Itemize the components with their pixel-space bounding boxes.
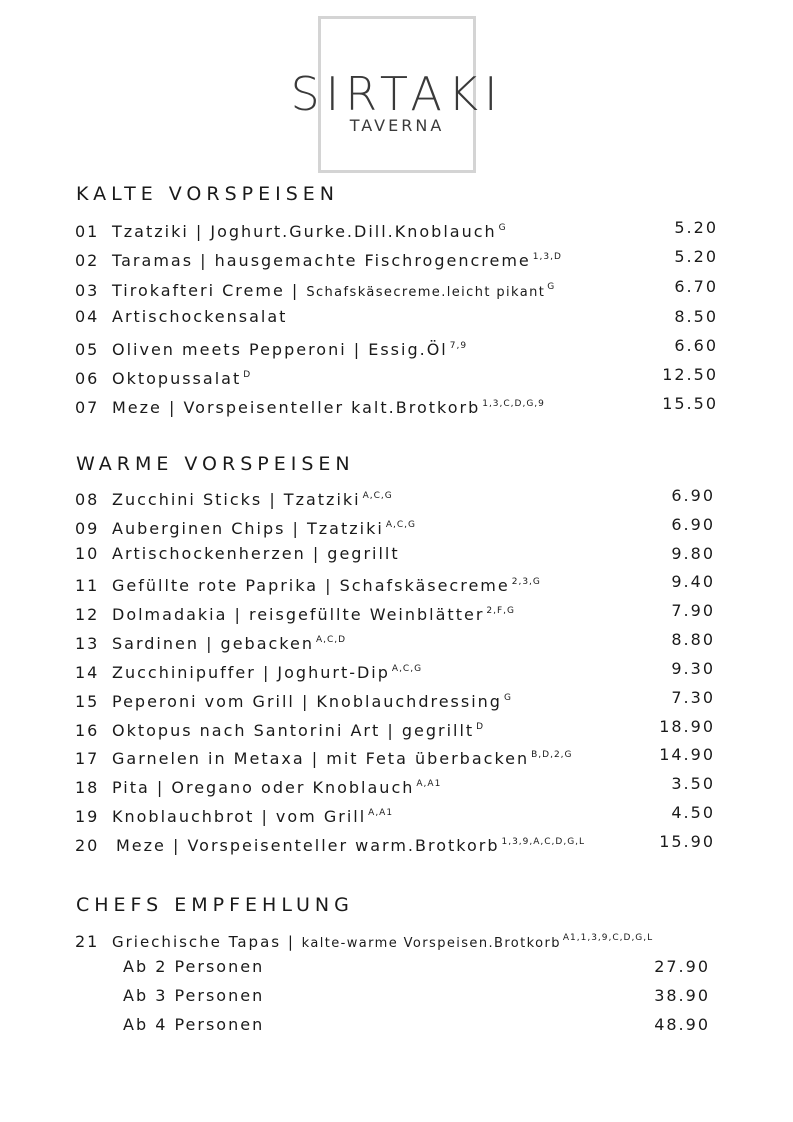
item-number: 06 [75,369,100,388]
item-price: 5.20 [674,247,718,266]
item-name: Sardinen | gebacken [112,634,314,653]
item-number: 08 [75,490,100,509]
item-price: 15.90 [659,832,715,851]
menu-item [75,744,715,766]
item-allergens: D [243,370,252,380]
item-number: 07 [75,398,100,417]
option-label: Ab 2 Personen [123,957,265,976]
item-number: 14 [75,663,100,682]
option-label: Ab 3 Personen [123,986,265,1005]
item-name: Artischockensalat [112,307,288,326]
item-price: 7.30 [671,688,715,707]
item-allergens: A,C,G [391,664,423,674]
item-allergens: A,C,D [315,635,347,645]
menu-item [75,514,715,536]
item-allergens: G [498,223,507,233]
item-description: kalte-warme Vorspeisen.Brotkorb [301,936,561,951]
item-number: 16 [75,721,100,740]
item-price: 6.60 [674,336,718,355]
item-allergens: D [476,722,485,732]
item-name: Oktopus nach Santorini Art | gegrillt [112,721,475,740]
item-name: Oktopussalat [112,369,242,388]
logo-subtitle: TAVERNA [349,116,445,135]
menu-item [75,927,715,949]
item-price: 7.90 [671,601,715,620]
option-price: 38.90 [654,986,710,1005]
menu-item [75,802,715,824]
menu-item [75,335,718,357]
item-price: 14.90 [659,745,715,764]
price-option [123,985,710,1007]
item-number: 19 [75,807,100,826]
item-price: 5.20 [674,218,718,237]
item-allergens: B,D,2,G [531,750,573,760]
item-name: Artischockenherzen | gegrillt [112,544,400,563]
menu-item [75,600,715,622]
option-price: 27.90 [654,957,710,976]
item-number: 01 [75,222,100,241]
menu-item [75,393,718,415]
item-price: 8.50 [674,307,718,326]
item-price: 15.50 [662,394,718,413]
option-label: Ab 4 Personen [123,1015,265,1034]
item-number: 10 [75,544,100,563]
item-allergens: 1,3,C,D,G,9 [482,399,545,409]
item-price: 9.30 [671,659,715,678]
option-price: 48.90 [654,1015,710,1034]
menu-item [75,246,718,268]
item-name: Dolmadakia | reisgefüllte Weinblätter [112,605,485,624]
item-allergens: A,A1 [416,779,442,789]
item-name: Griechische Tapas | [112,933,302,951]
item-price: 6.90 [671,486,715,505]
item-name: Taramas | hausgemachte Fischrogencreme [112,251,531,270]
menu-item [75,543,715,565]
section-title-kalte-vorspeisen: KALTE VORSPEISEN [76,183,339,205]
item-number: 11 [75,576,100,595]
item-number: 05 [75,340,100,359]
menu-item [75,773,715,795]
item-number: 03 [75,281,100,300]
item-number: 21 [75,932,100,951]
menu-item [75,485,715,507]
item-name: Zucchinipuffer | Joghurt-Dip [112,663,390,682]
menu-item [75,306,718,328]
price-option [123,1014,710,1036]
item-price: 6.90 [671,515,715,534]
menu-item [75,658,715,680]
item-price: 4.50 [671,803,715,822]
menu-item [75,364,718,386]
item-allergens: 1,3,D [532,252,562,262]
item-number: 18 [75,778,100,797]
section-title-chefs-empfehlung: CHEFS EMPFEHLUNG [76,894,354,916]
item-number: 13 [75,634,100,653]
item-name: Garnelen in Metaxa | mit Feta überbacken [112,749,530,768]
item-allergens: G [547,282,556,292]
item-number: 17 [75,749,100,768]
item-number: 02 [75,251,100,270]
price-option [123,956,710,978]
item-allergens: G [503,693,512,703]
item-price: 6.70 [674,277,718,296]
item-number: 12 [75,605,100,624]
item-price: 18.90 [659,717,715,736]
logo-name: SIRTAKI [290,67,504,121]
section-title-warme-vorspeisen: WARME VORSPEISEN [76,453,355,475]
item-price: 8.80 [671,630,715,649]
item-description: Schafskäsecreme.leicht pikant [306,285,546,300]
item-name: Auberginen Chips | Tzatziki [112,519,384,538]
item-allergens: 2,F,G [486,606,515,616]
menu-item [75,629,715,651]
item-name: Zucchini Sticks | Tzatziki [112,490,361,509]
menu-item [75,571,715,593]
item-number: 20 [75,836,100,855]
item-allergens: 2,3,G [511,577,541,587]
item-allergens: A,C,G [362,491,393,501]
item-name: Gefüllte rote Paprika | Schafskäsecreme [112,576,510,595]
item-name: Oliven meets Pepperoni | Essig.Öl [112,340,448,359]
menu-item [75,716,715,738]
item-allergens: A,A1 [368,808,394,818]
item-number: 15 [75,692,100,711]
item-price: 9.40 [671,572,715,591]
item-allergens: 1,3,9,A,C,D,G,L [501,837,586,847]
item-name: Peperoni vom Grill | Knoblauchdressing [112,692,502,711]
item-name: Pita | Oregano oder Knoblauch [112,778,415,797]
item-allergens: 7,9 [449,341,468,351]
item-name: Tzatziki | Joghurt.Gurke.Dill.Knoblauch [112,222,497,241]
item-number: 09 [75,519,100,538]
item-allergens: A1,1,3,9,C,D,G,L [562,933,654,943]
item-name: Meze | Vorspeisenteller warm.Brotkorb [116,836,500,855]
item-price: 3.50 [671,774,715,793]
item-name: Meze | Vorspeisenteller kalt.Brotkorb [112,398,481,417]
item-allergens: A,C,G [385,520,416,530]
menu-item [75,687,715,709]
menu-item [75,217,718,239]
item-number: 04 [75,307,100,326]
item-name: Knoblauchbrot | vom Grill [112,807,367,826]
menu-item [75,831,715,853]
item-name: Tirokafteri Creme | [112,281,307,300]
menu-item [75,276,718,298]
item-price: 9.80 [671,544,715,563]
item-price: 12.50 [662,365,718,384]
